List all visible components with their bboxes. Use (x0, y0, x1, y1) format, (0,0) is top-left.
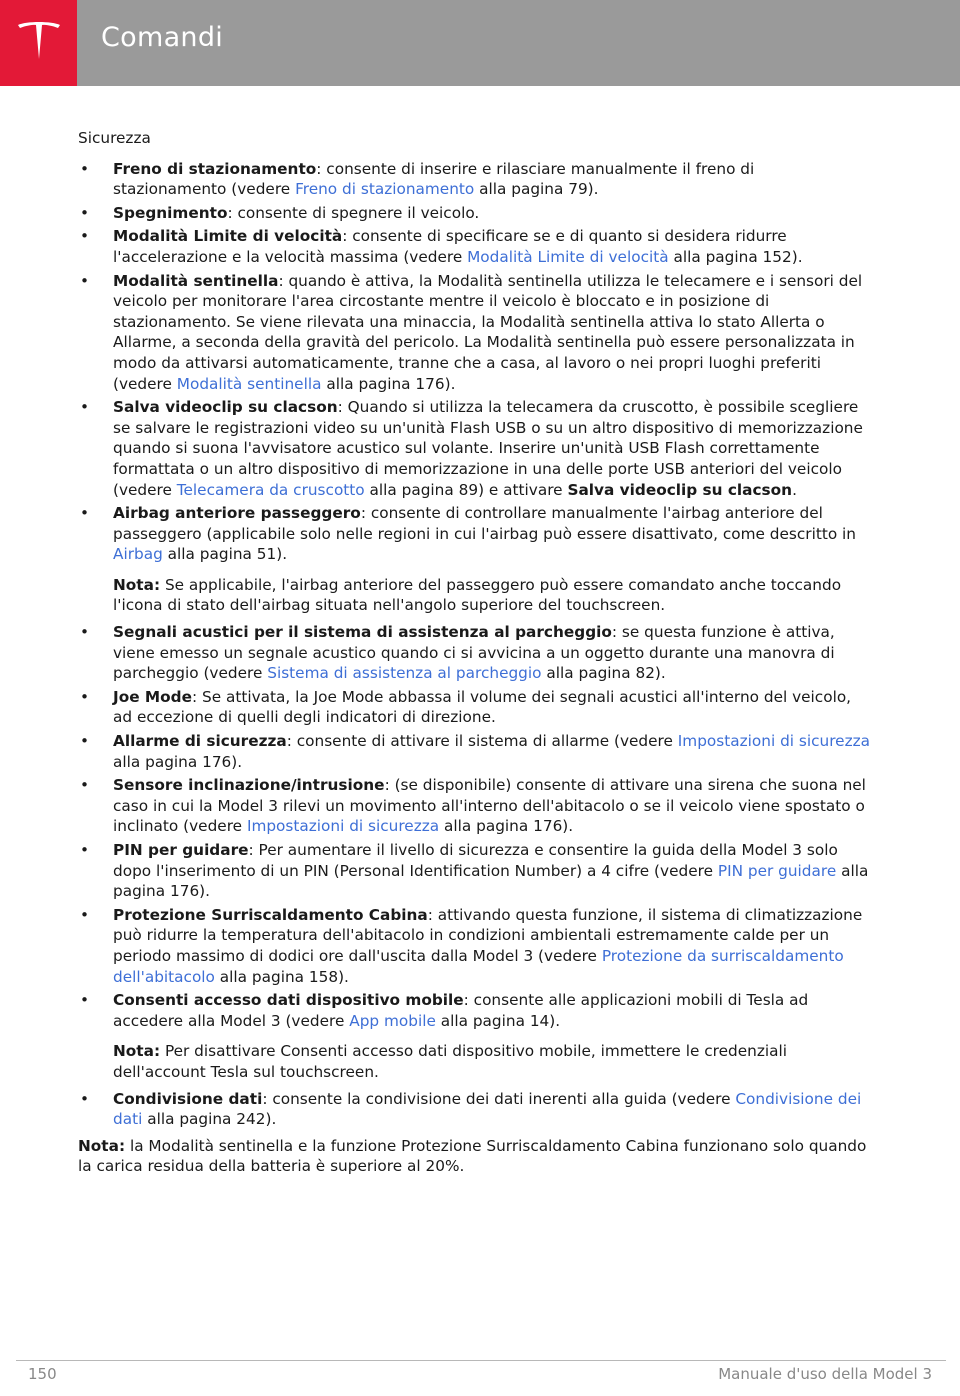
item-text-after: alla pagina 51). (162, 545, 288, 564)
list-item (78, 990, 870, 1082)
list-item (78, 687, 870, 728)
feature-list (78, 159, 870, 1130)
item-term: Airbag anteriore passeggero (113, 504, 361, 523)
cross-reference-link[interactable]: PIN per guidare (717, 861, 837, 880)
item-term: Segnali acustici per il sistema di assistenza al parcheggio (113, 623, 612, 642)
item-text-after: alla pagina 158). (214, 967, 349, 986)
cross-reference-link[interactable]: Telecamera da cruscotto (176, 480, 365, 499)
item-text: : consente di specificare se e di quanto si desidera ridurre l'accelerazione e la velocità massima (vedere (113, 227, 787, 266)
list-item (78, 271, 870, 395)
item-term: Joe Mode (113, 687, 192, 706)
item-text-after: alla pagina 89) e attivare (364, 480, 568, 499)
item-text: : consente alle applicazioni mobili di Tesla ad accedere alla Model 3 (vedere (113, 991, 809, 1030)
item-text: : (se disponibile) consente di attivare una sirena che suona nel caso in cui la Model 3 rilevi un movimento all'interno dell'abitacolo o se il veicolo viene spostato o inclinato (vedere (113, 776, 866, 836)
item-text: : consente di inserire e rilasciare manualmente il freno di stazionamento (vedere (113, 159, 755, 199)
item-term: Modalità Limite di velocità (113, 227, 343, 246)
cross-reference-link[interactable]: Modalità Limite di velocità (467, 247, 669, 266)
cross-reference-link[interactable]: Airbag (113, 545, 163, 564)
page-title: Comandi (101, 22, 224, 53)
cross-reference-link[interactable]: Condivisione dei dati (113, 1089, 862, 1129)
page-header (0, 0, 960, 86)
final-note-label: Nota: (78, 1136, 126, 1155)
item-text: : consente di attivare il sistema di allarme (vedere (286, 732, 678, 751)
item-term: Allarme di sicurezza (113, 732, 287, 751)
item-text: : consente di spegnere il veicolo. (227, 203, 480, 222)
list-item (78, 397, 870, 500)
cross-reference-link[interactable]: Sistema di assistenza al parcheggio (267, 664, 542, 683)
cross-reference-link[interactable]: Freno di stazionamento (295, 180, 475, 199)
list-item (78, 622, 870, 684)
list-item (78, 731, 870, 772)
cross-reference-link[interactable]: Modalità sentinella (176, 374, 322, 393)
item-text-after: alla pagina 82). (541, 664, 666, 683)
tesla-logo-icon (16, 19, 62, 67)
final-note-text: la Modalità sentinella e la funzione Protezione Surriscaldamento Cabina funzionano solo quando la carica residua della batteria è superiore al 20%. (78, 1136, 867, 1176)
item-term: Spegnimento (113, 203, 228, 222)
item-text-after: alla pagina 176). (439, 817, 574, 836)
cross-reference-link[interactable]: Impostazioni di sicurezza (677, 732, 871, 751)
item-text-after: alla pagina 14). (435, 1011, 561, 1030)
list-item (78, 1089, 870, 1130)
item-note (113, 1041, 870, 1082)
item-text: : Quando si utilizza la telecamera da cruscotto, è possibile scegliere se salvare le registrazioni video su un'unità Flash USB o su un altro dispositivo di memorizzazione quando si suona l'avvisatore acustico sul volante. Inserire un'unità USB Flash correttamente formattata o un altro dispositivo di memorizzazione in una delle porte USB anteriori del veicolo (vedere (113, 398, 863, 499)
item-text-after: alla pagina 176). (321, 374, 456, 393)
page-number: 150 (28, 1365, 57, 1383)
list-item (78, 159, 870, 200)
list-item (78, 226, 870, 267)
section-heading: Sicurezza (78, 129, 151, 147)
cross-reference-link[interactable]: App mobile (349, 1011, 436, 1030)
item-term: Modalità sentinella (113, 271, 279, 290)
document-body (78, 128, 870, 1177)
list-item (78, 840, 870, 902)
note-text: Se applicabile, l'airbag anteriore del passeggero può essere comandato anche toccando l'icona di stato dell'airbag situata nell'angolo superiore del touchscreen. (113, 575, 842, 615)
item-term: Protezione Surriscaldamento Cabina (113, 905, 428, 924)
item-term: Condivisione dati (113, 1089, 263, 1108)
item-text-after: alla pagina 79). (474, 180, 599, 199)
cross-reference-link[interactable]: Protezione da surriscaldamento dell'abitacolo (113, 946, 844, 986)
item-text-after: alla pagina 242). (142, 1110, 277, 1129)
item-text-after: alla pagina 176). (113, 752, 243, 771)
item-text: : quando è attiva, la Modalità sentinella utilizza le telecamere e i sensori del veicolo per monitorare l'area circostante mentre il veicolo è bloccato e in posizione di stazionamento. Se viene rilevata una minaccia, la Modalità sentinella attiva lo stato Allerta o Allarme, a seconda della gravità del pericolo. La Modalità sentinella può essere personalizzata in modo da attivarsi automaticamente, tranne che a casa, al lavoro o nei propri luoghi preferiti (vedere (113, 271, 863, 393)
item-term: Freno di stazionamento (113, 159, 317, 178)
note-text: Per disattivare Consenti accesso dati dispositivo mobile, immettere le credenziali dell'account Tesla sul touchscreen. (113, 1042, 787, 1081)
note-label: Nota: (113, 1042, 161, 1061)
item-text: : attivando questa funzione, il sistema di climatizzazione può ridurre la temperatura dell'abitacolo in condizioni ambientali estremamente calde per un periodo massimo di dodici ore dall'uscita dalla Model 3 (vedere (113, 905, 863, 965)
item-text-after: alla pagina 176). (113, 861, 869, 901)
item-term-secondary: Salva videoclip su clacson (567, 480, 793, 499)
item-term: Salva videoclip su clacson (113, 398, 338, 417)
final-note (78, 1136, 870, 1177)
item-note (113, 575, 870, 616)
footer-divider (16, 1360, 946, 1361)
item-text: : consente la condivisione dei dati inerenti alla guida (vedere (262, 1089, 736, 1108)
item-term: PIN per guidare (113, 841, 249, 859)
list-item (78, 503, 870, 616)
note-label: Nota: (113, 575, 161, 594)
footer-title: Manuale d'uso della Model 3 (718, 1365, 932, 1383)
item-term: Consenti accesso dati dispositivo mobile (113, 991, 464, 1010)
item-text: : Se attivata, la Joe Mode abbassa il volume dei segnali acustici all'interno del veicolo, ad eccezione di quelli degli indicatori di direzione. (113, 687, 852, 727)
item-text: : Per aumentare il livello di sicurezza e consentire la guida della Model 3 solo dopo l'inserimento di un PIN (Personal Identification Number) a 4 cifre (vedere (113, 841, 838, 880)
item-text-after: alla pagina 152). (668, 247, 803, 266)
list-item (78, 775, 870, 837)
item-text-end: . (792, 480, 797, 499)
item-text: : se questa funzione è attiva, viene emesso un segnale acustico quando ci si avvicina a un oggetto durante una manovra di parcheggio (vedere (113, 623, 835, 683)
item-term: Sensore inclinazione/intrusione (113, 776, 385, 795)
list-item (78, 905, 870, 987)
item-text: : consente di controllare manualmente l'airbag anteriore del passeggero (applicabile solo nelle regioni in cui l'airbag può essere disattivato, come descritto in (113, 504, 857, 543)
tesla-logo (0, 0, 77, 86)
cross-reference-link[interactable]: Impostazioni di sicurezza (246, 817, 440, 836)
list-item (78, 203, 870, 224)
